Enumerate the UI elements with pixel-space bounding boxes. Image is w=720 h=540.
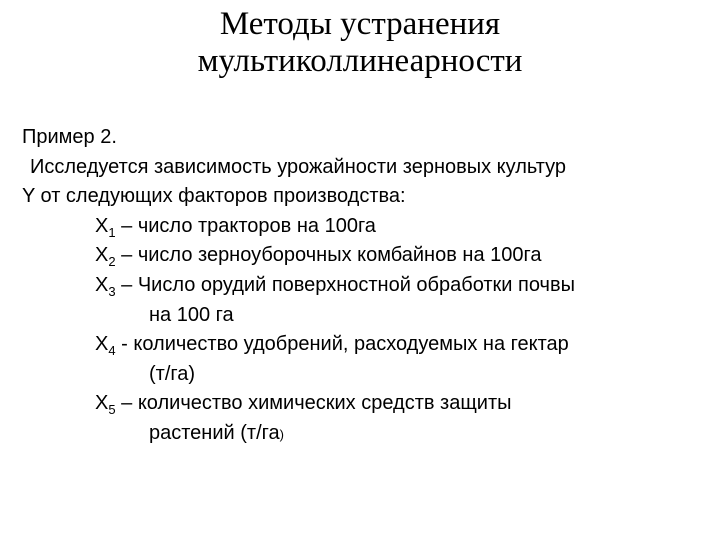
factor-subscript: 1 <box>108 224 116 240</box>
factor-x4-continuation: (т/га) <box>149 362 196 385</box>
factor-x5 <box>22 389 702 419</box>
factor-x3-continuation: на 100 га <box>149 303 234 326</box>
title-line-1: Методы устранения <box>219 6 501 42</box>
factor-var: X <box>95 244 109 267</box>
factor-separator: - <box>115 333 134 356</box>
factor-x4 <box>22 330 702 360</box>
factor-x1 <box>22 212 702 242</box>
intro-line-2: Y от следующих факторов производства: <box>22 185 406 208</box>
factor-var: X <box>95 392 109 415</box>
factor-subscript: 2 <box>108 254 116 270</box>
factor-x5-closing-paren: ) <box>279 426 284 442</box>
factor-text: число тракторов на 100га <box>137 214 376 237</box>
factor-text: количество химических средств защиты <box>137 392 512 415</box>
factor-separator: – <box>115 392 138 415</box>
factor-x5-continuation-text: растений (т/га <box>149 421 280 444</box>
factor-text: число зерноуборочных комбайнов на 100га <box>137 244 542 267</box>
factor-x5-continuation <box>22 419 702 450</box>
slide-title <box>0 6 720 80</box>
factor-subscript: 5 <box>108 402 116 418</box>
factor-subscript: 4 <box>108 343 116 359</box>
factor-x3 <box>22 271 702 301</box>
example-heading: Пример 2. <box>22 126 117 148</box>
factor-text: Число орудий поверхностной обработки почвы <box>137 273 575 296</box>
factor-subscript: 3 <box>108 283 116 299</box>
factor-var: X <box>95 273 109 296</box>
intro-line-1: Исследуется зависимость урожайности зерновых культур <box>30 155 567 178</box>
factor-var: X <box>95 214 109 237</box>
factor-separator: – <box>115 273 138 296</box>
slide-body <box>22 123 702 450</box>
factor-text: количество удобрений, расходуемых на гектар <box>133 333 569 356</box>
factor-separator: – <box>115 214 138 237</box>
factor-var: X <box>95 333 109 356</box>
title-line-2: мультиколлинеарности <box>197 43 523 79</box>
factor-separator: – <box>115 244 138 267</box>
factor-x2 <box>22 241 702 271</box>
